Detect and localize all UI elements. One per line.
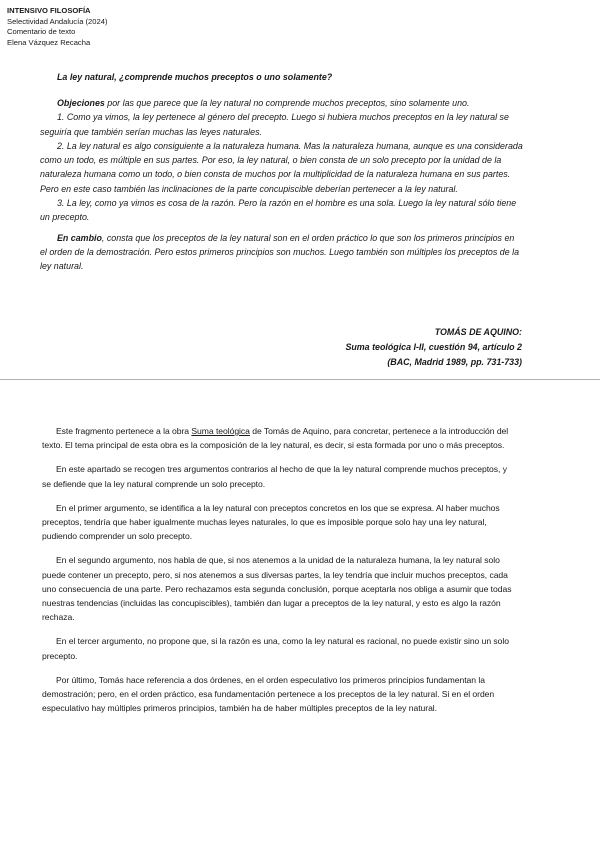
objections-label: Objeciones	[57, 98, 105, 108]
argument-1: 1. Como ya vimos, la ley pertenece al género del precepto. Luego si hubiera muchos preceptos en la ley natural se seguiría que también serían muchas las leyes naturales.	[40, 112, 509, 137]
commentary-paragraph-2: En este apartado se recogen tres argumentos contrarios al hecho de que la ley natural comprende muchos preceptos, y se defiende que la ley natural comprende un solo precepto.	[42, 464, 507, 489]
section-divider	[0, 379, 600, 380]
source-excerpt	[40, 71, 523, 274]
document-header	[7, 6, 107, 48]
argument-2: 2. La ley natural es algo consiguiente a la naturaleza humana. Mas la naturaleza humana, aunque es una considerada como un todo, es múltiple en sus partes. Por eso, la ley natural, o bien consta de un solo precepto por la unidad de la naturaleza humana como un todo, o bien consta de muchos por la multiplicidad de la naturaleza humana en sus partes. Pero en este caso también las inclinaciones de la parte concupiscible deberían pertenecer a la ley natural.	[40, 140, 523, 194]
course-title: INTENSIVO FILOSOFÍA	[7, 6, 91, 15]
commentary-p1-intro: Este fragmento pertenece a la obra	[56, 426, 192, 436]
commentary	[42, 424, 512, 725]
commentary-paragraph-3: En el primer argumento, se identifica a la ley natural con preceptos concretos en los que se expresa. Al haber muchos preceptos, tendría que haber igualmente muchas leyes naturales, lo que es imposible porque solo hay una ley natural, pudiendo comprender un solo precepto.	[42, 502, 500, 542]
author-name: Elena Vázquez Recacha	[7, 37, 91, 47]
excerpt-title: La ley natural, ¿comprende muchos preceptos o uno solamente?	[57, 72, 333, 82]
exam-subtitle: Selectividad Andalucía (2024)	[7, 16, 108, 26]
contrary-paragraph	[40, 231, 523, 274]
contrary-label: En cambio	[57, 232, 102, 243]
commentary-paragraph-1	[42, 424, 512, 452]
contrary-text: , consta que los preceptos de la ley natural son en el orden práctico lo que son los primeros principios en el orden de la demostración. Pero estos primeros principios son muchos. Luego también son múltiples los preceptos de la ley natural.	[40, 232, 520, 272]
attribution	[345, 325, 522, 370]
attribution-edition: (BAC, Madrid 1989, pp. 731-733)	[387, 357, 522, 367]
work-title: Suma teológica	[191, 426, 250, 436]
section-label: Comentario de texto	[7, 27, 76, 36]
objections-paragraph	[40, 96, 523, 110]
attribution-work: Suma teológica I-II, cuestión 94, artículo 2	[345, 342, 522, 352]
commentary-p1-rest: de Tomás de Aquino, para concretar, pertenece a la introducción del texto. El tema principal de esta obra es la composición de la ley natural, es decir, si esta formada por uno o más preceptos.	[42, 426, 509, 451]
commentary-paragraph-6: Por último, Tomás hace referencia a dos órdenes, en el orden especulativo los primeros principios fundamentan la demostración; pero, en el orden práctico, esa fundamentación pertenece a los preceptos de la ley natural. Si en el orden especulativo hay múltiples primeros principios, también ha de haber múltiples preceptos de la ley natural.	[42, 674, 495, 714]
commentary-paragraph-5: En el tercer argumento, no propone que, si la razón es una, como la ley natural es racional, no puede existir sino un solo precepto.	[42, 636, 509, 661]
objections-text: por las que parece que la ley natural no comprende muchos preceptos, sino solamente uno.	[104, 98, 470, 108]
commentary-paragraph-4: En el segundo argumento, nos habla de que, si nos atenemos a la unidad de la naturaleza humana, la ley natural solo puede contener un precepto, pero, si nos atenemos a sus diversas partes, la ley tendría que incluir muchos preceptos, cada uno consecuencia de una parte. Pero rechazamos esta segunda conclusión, porque aceptarla nos obliga a asumir que todas nuestras tendencias (incluidas las concupiscibles), también dan lugar a preceptos de la ley natural, y esto es algo la razón rechaza.	[42, 555, 512, 623]
attribution-author: TOMÁS DE AQUINO:	[434, 327, 522, 337]
argument-3: 3. La ley, como ya vimos es cosa de la razón. Pero la razón en el hombre es una sola. Luego la ley natural sólo tiene un precepto.	[40, 198, 517, 223]
